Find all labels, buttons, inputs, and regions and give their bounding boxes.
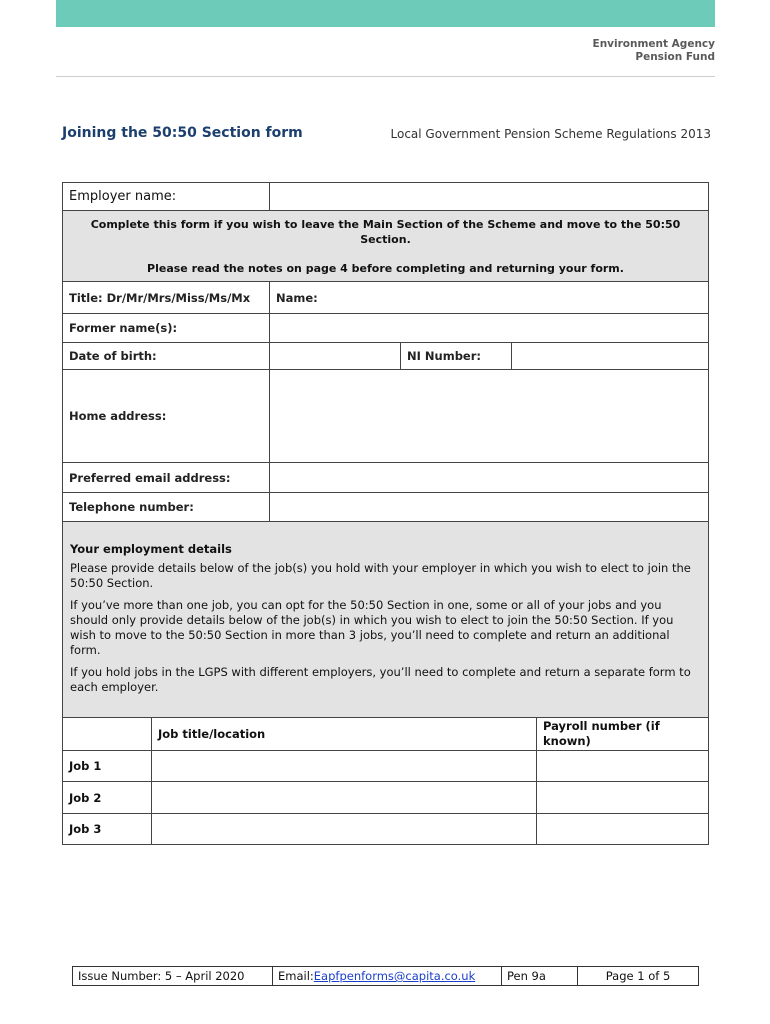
title-label: Title: Dr/Mr/Mrs/Miss/Ms/Mx bbox=[63, 282, 270, 314]
job-3-title-field[interactable] bbox=[152, 814, 537, 845]
agency-line-2: Pension Fund bbox=[635, 51, 715, 63]
employment-heading: Your employment details bbox=[70, 542, 232, 556]
page-footer bbox=[72, 966, 699, 986]
footer-email bbox=[273, 967, 502, 985]
email-link[interactable]: Eapfpenforms@capita.co.uk bbox=[313, 969, 476, 983]
home-address-label: Home address: bbox=[63, 370, 270, 463]
dob-label: Date of birth: bbox=[63, 343, 270, 370]
job-row-label: Job 2 bbox=[63, 782, 152, 814]
header-divider bbox=[56, 76, 715, 77]
name-field[interactable] bbox=[270, 282, 709, 314]
employment-para-3: If you hold jobs in the LGPS with different employers, you’ll need to complete and return a separate form to each employer. bbox=[70, 665, 691, 694]
employment-para-2: If you’ve more than one job, you can opt for the 50:50 Section in one, some or all of your jobs and you should only provide details below of the job(s) in which you wish to elect to join the 50:50 Section. If you wish to move to the 50:50 Section in more than 3 jobs, you’ll need to complete and return an additional form. bbox=[70, 598, 674, 657]
telephone-label: Telephone number: bbox=[63, 493, 270, 522]
employer-name-label: Employer name: bbox=[63, 183, 270, 211]
job-2-payroll-field[interactable] bbox=[537, 782, 709, 814]
header-color-bar bbox=[56, 0, 715, 27]
intro-line-1: Complete this form if you wish to leave the Main Section of the Scheme and move to the 50:50 Section. bbox=[90, 217, 681, 246]
job-row-label: Job 1 bbox=[63, 751, 152, 782]
email-label: Preferred email address: bbox=[63, 463, 270, 493]
issue-number: Issue Number: 5 – April 2020 bbox=[73, 967, 273, 985]
employer-name-field[interactable] bbox=[270, 183, 709, 211]
employment-para-1: Please provide details below of the job(s) you hold with your employer in which you wish to elect to join the 50:50 Section. bbox=[70, 561, 691, 590]
job-row-label: Job 3 bbox=[63, 814, 152, 845]
page-number: Page 1 of 5 bbox=[605, 969, 671, 983]
ni-number-label: NI Number: bbox=[401, 343, 512, 370]
employment-details-section bbox=[63, 522, 709, 718]
agency-line-1: Environment Agency bbox=[592, 38, 715, 50]
jobs-table bbox=[62, 717, 709, 845]
home-address-field[interactable] bbox=[270, 370, 709, 463]
dob-field[interactable] bbox=[270, 343, 401, 370]
job-2-title-field[interactable] bbox=[152, 782, 537, 814]
regulations-text: Local Government Pension Scheme Regulations 2013 bbox=[390, 127, 711, 141]
former-names-field[interactable] bbox=[270, 314, 709, 343]
payroll-header: Payroll number (if known) bbox=[537, 718, 709, 751]
agency-name bbox=[593, 38, 715, 64]
intro-line-2: Please read the notes on page 4 before completing and returning your form. bbox=[147, 261, 624, 275]
intro-instructions bbox=[63, 211, 709, 282]
job-title-header: Job title/location bbox=[152, 718, 537, 751]
form-title: Joining the 50:50 Section form bbox=[62, 125, 303, 141]
name-label: Name: bbox=[276, 290, 318, 305]
job-1-payroll-field[interactable] bbox=[537, 751, 709, 782]
form-code: Pen 9a bbox=[502, 967, 578, 985]
ni-number-field[interactable] bbox=[512, 343, 709, 370]
email-prefix: Email: bbox=[278, 969, 314, 983]
jobs-header-blank bbox=[63, 718, 152, 751]
email-field[interactable] bbox=[270, 463, 709, 493]
telephone-field[interactable] bbox=[270, 493, 709, 522]
former-names-label: Former name(s): bbox=[63, 314, 270, 343]
job-1-title-field[interactable] bbox=[152, 751, 537, 782]
personal-details-table bbox=[62, 182, 709, 718]
job-3-payroll-field[interactable] bbox=[537, 814, 709, 845]
